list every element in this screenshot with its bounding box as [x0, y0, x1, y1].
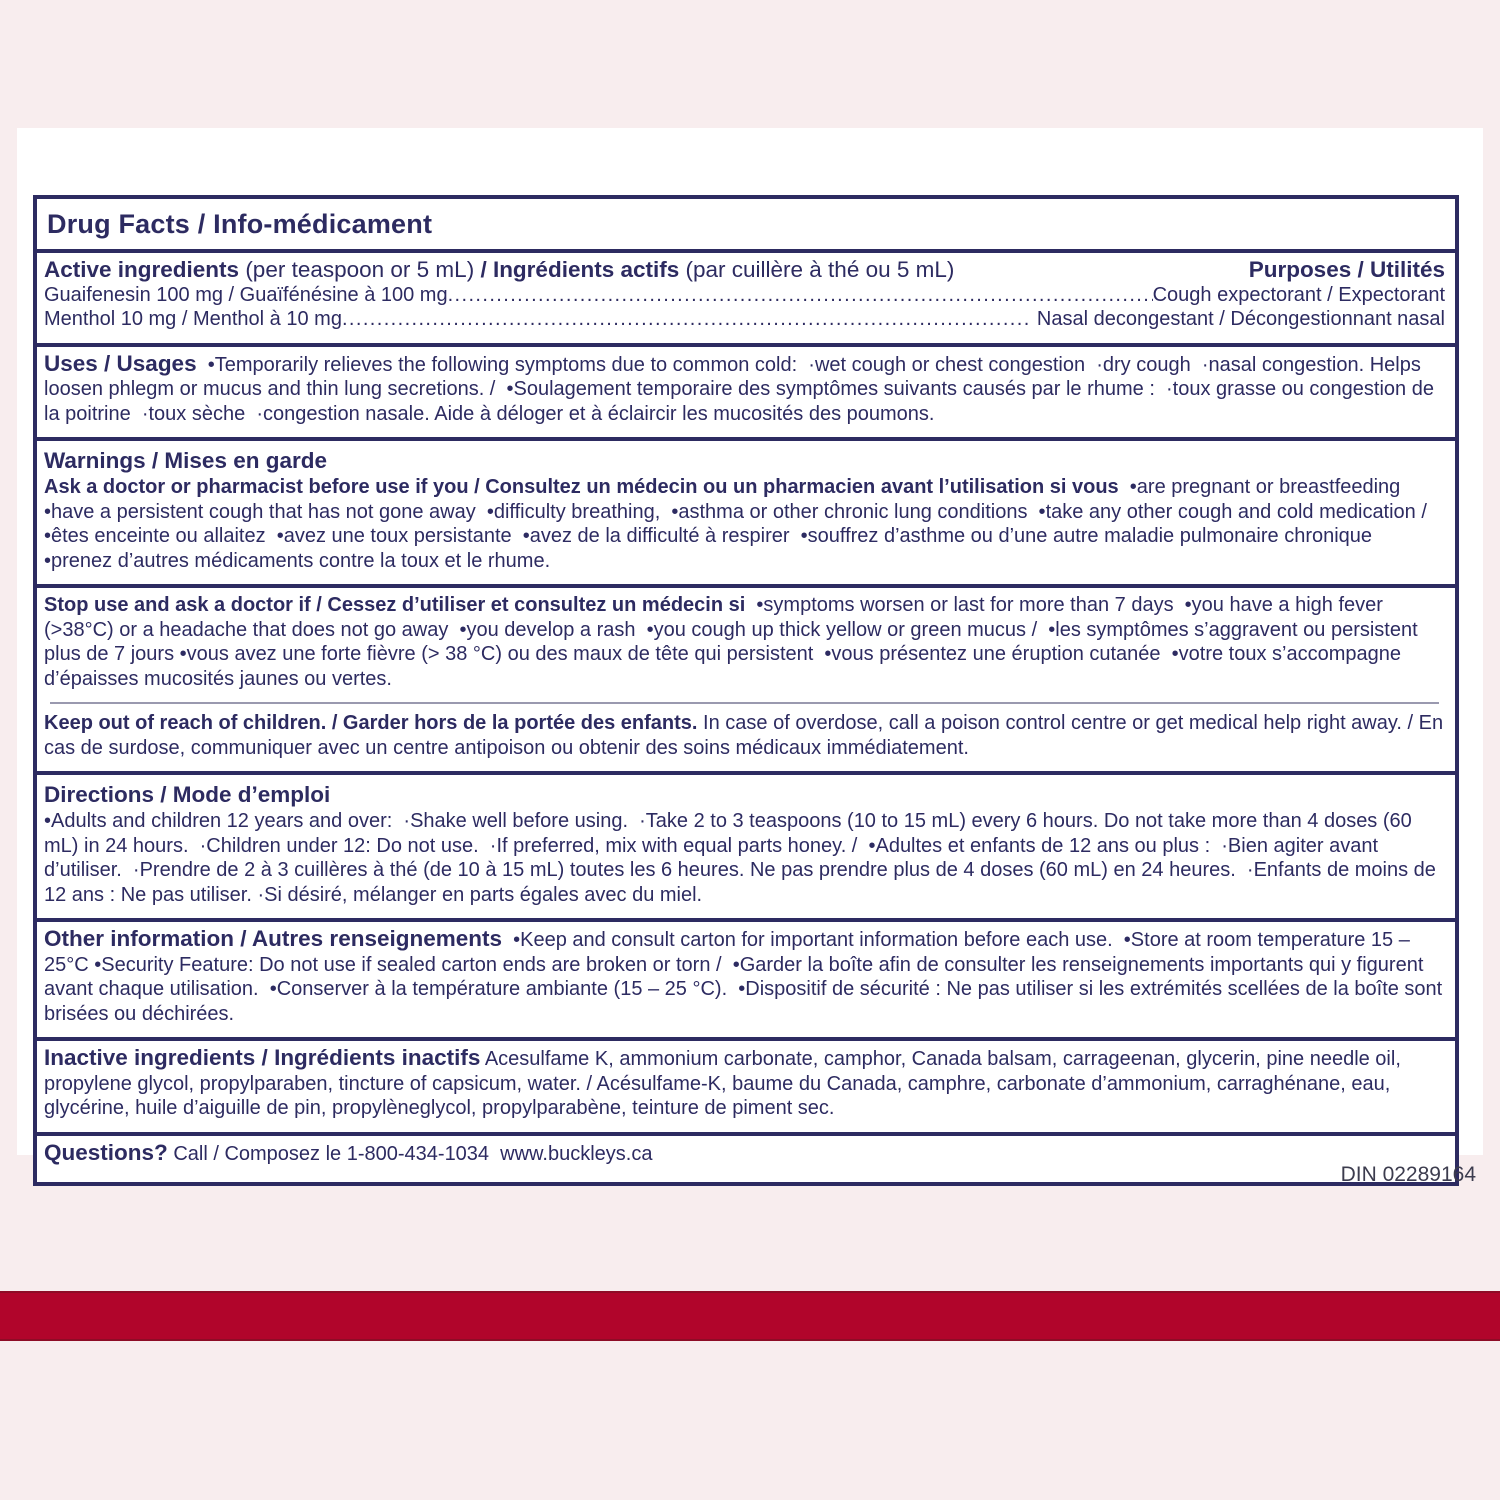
stop-use-lead: Stop use and ask a doctor if / Cessez d’utiliser et consultez un médecin si: [44, 594, 746, 616]
section-directions: [37, 775, 1455, 922]
active-ingredients-label: Active ingredients: [44, 257, 240, 282]
section-other-information: [37, 922, 1455, 1041]
warnings-heading: Warnings / Mises en garde: [44, 448, 327, 473]
ingredient-purpose: Cough expectorant / Expectorant: [1152, 283, 1445, 306]
ingredient-name: Guaifenesin 100 mg / Guaïfénésine à 100 mg: [44, 283, 448, 306]
dotted-leader: [342, 307, 1031, 332]
section-active-ingredients: [37, 253, 1455, 347]
warnings-paragraph: [44, 475, 1445, 573]
ingredient-row-menthol: [44, 307, 1445, 332]
par-cuillere-note: (par cuillère à thé ou 5 mL): [679, 257, 955, 282]
ingredient-row-guaifenesin: [44, 283, 1445, 308]
drug-facts-table: [33, 195, 1459, 1186]
thin-divider: [50, 702, 1439, 704]
ingredient-purpose: Nasal decongestant / Décongestionnant nasal: [1031, 308, 1445, 330]
section-stop-use: [37, 588, 1455, 775]
active-ingredients-heading-row: [44, 258, 1445, 283]
active-ingredients-heading: [44, 258, 954, 283]
questions-paragraph: [44, 1141, 1445, 1167]
section-uses: [37, 347, 1455, 442]
directions-heading: Directions / Mode d’emploi: [44, 782, 331, 807]
other-information-paragraph: [44, 926, 1448, 1026]
section-warnings: [37, 441, 1455, 588]
section-questions: [37, 1136, 1455, 1183]
keep-out-of-reach-body: In case of overdose, call a poison control centre or get medical help right away. / En cas de surdose, communiquer avec un centre antipoison ou obtenir des soins médicaux immédiatement.: [44, 712, 1449, 759]
stop-use-body: •symptoms worsen or last for more than 7 days •you have a high fever (>38°C) or a headache that does not go away •you develop a rash •you cough up thick yellow or green mucus / •les symptômes s’aggravent ou persistent plus de 7 jours •vous avez une forte fièvre (> 38 °C) ou des maux de tête qui persistent •vous présentez une éruption cutanée •votre toux s’accompagne d’épaisses mucosités jaunes ou vertes.: [44, 594, 1424, 690]
ingredient-name: Menthol 10 mg / Menthol à 10 mg: [44, 308, 342, 330]
inactive-ingredients-heading: Inactive ingredients / Ingrédients inactifs: [44, 1045, 481, 1070]
inactive-ingredients-paragraph: [44, 1046, 1445, 1121]
uses-paragraph: [44, 352, 1445, 427]
din-number: DIN 02289164: [1340, 1163, 1476, 1186]
uses-heading: Uses / Usages: [44, 350, 197, 376]
purposes-heading: Purposes / Utilités: [1248, 257, 1445, 282]
red-stripe: [0, 1291, 1500, 1341]
keep-out-of-reach-lead: Keep out of reach of children. / Garder hors de la portée des enfants.: [44, 712, 698, 734]
other-information-body: •Keep and consult carton for important information before each use. •Store at room temperature 15 – 25°C •Security Feature: Do not use if sealed carton ends are broken or torn / •Garder la boîte afin de consulter les renseignements importants qui y figurent avant chaque utilisation. •Conserver à la température ambiante (15 – 25 °C). •Dispositif de sécurité : Ne pas utiliser si les extrémités scellées de la boîte sont brisées ou déchirées.: [44, 929, 1448, 1025]
per-teaspoon-note: (per teaspoon or 5 mL): [239, 257, 481, 282]
ask-doctor-lead: Ask a doctor or pharmacist before use if you / Consultez un médecin ou un pharmacien avant l’utilisation si vous: [44, 476, 1119, 498]
drug-facts-title: Drug Facts / Info-médicament: [37, 199, 1455, 253]
inactive-ingredients-body: Acesulfame K, ammonium carbonate, camphor, Canada balsam, carrageenan, glycerin, pine needle oil, propylene glycol, propylparaben, tincture of capsicum, water. / Acésulfame-K, baume du Canada, camphre, carbonate d’ammonium, carraghénane, eau, glycérine, huile d’aiguille de pin, propylèneglycol, propylparabène, teinture de piment sec.: [44, 1048, 1407, 1119]
directions-body: •Adults and children 12 years and over: ·Shake well before using. ·Take 2 to 3 teaspoons (10 to 15 mL) every 6 hours. Do not take more than 4 doses (60 mL) in 24 hours. ·Children under 12: Do not use. ·If preferred, mix with equal parts honey. / •Adultes et enfants de 12 ans ou plus : ·Bien agiter avant d’utiliser. ·Prendre de 2 à 3 cuillères à thé (de 10 à 15 mL) toutes les 6 heures. Ne pas prendre plus de 4 doses (60 mL) en 24 heures. ·Enfants de moins de 12 ans : Ne pas utiliser. ·Si désiré, mélanger en parts égales avec du miel.: [44, 810, 1442, 906]
section-inactive-ingredients: [37, 1041, 1455, 1136]
dotted-leader: [448, 283, 1153, 308]
questions-body: Call / Composez le 1-800-434-1034 www.buckleys.ca: [167, 1142, 653, 1165]
other-information-heading: Other information / Autres renseignements: [44, 926, 502, 951]
ask-doctor-body: •are pregnant or breastfeeding •have a persistent cough that has not gone away •difficulty breathing, •asthma or other chronic lung conditions •take any other cough and cold medication / •êtes enceinte ou allaitez •avez une toux persistante •avez de la difficulté à respirer •souffrez d’asthme ou d’une autre maladie pulmonaire chronique •prenez d’autres médicaments contre la toux et le rhume.: [44, 476, 1439, 572]
ingredients-actifs-label: / Ingrédients actifs: [480, 257, 680, 282]
questions-heading: Questions?: [44, 1139, 168, 1165]
keep-out-of-reach-paragraph: [44, 711, 1449, 760]
label-panel: [17, 128, 1483, 1165]
stop-use-paragraph: [44, 593, 1445, 691]
uses-body: •Temporarily relieves the following symptoms due to common cold: ·wet cough or chest congestion ·dry cough ·nasal congestion. Helps loosen phlegm or mucus and thin lung secretions. / •Soulagement temporaire des symptômes suivants causés par le rhume : ·toux grasse ou congestion de la poitrine ·toux sèche ·congestion nasale. Aide à déloger et à éclaircir les mucosités des poumons.: [44, 353, 1440, 425]
